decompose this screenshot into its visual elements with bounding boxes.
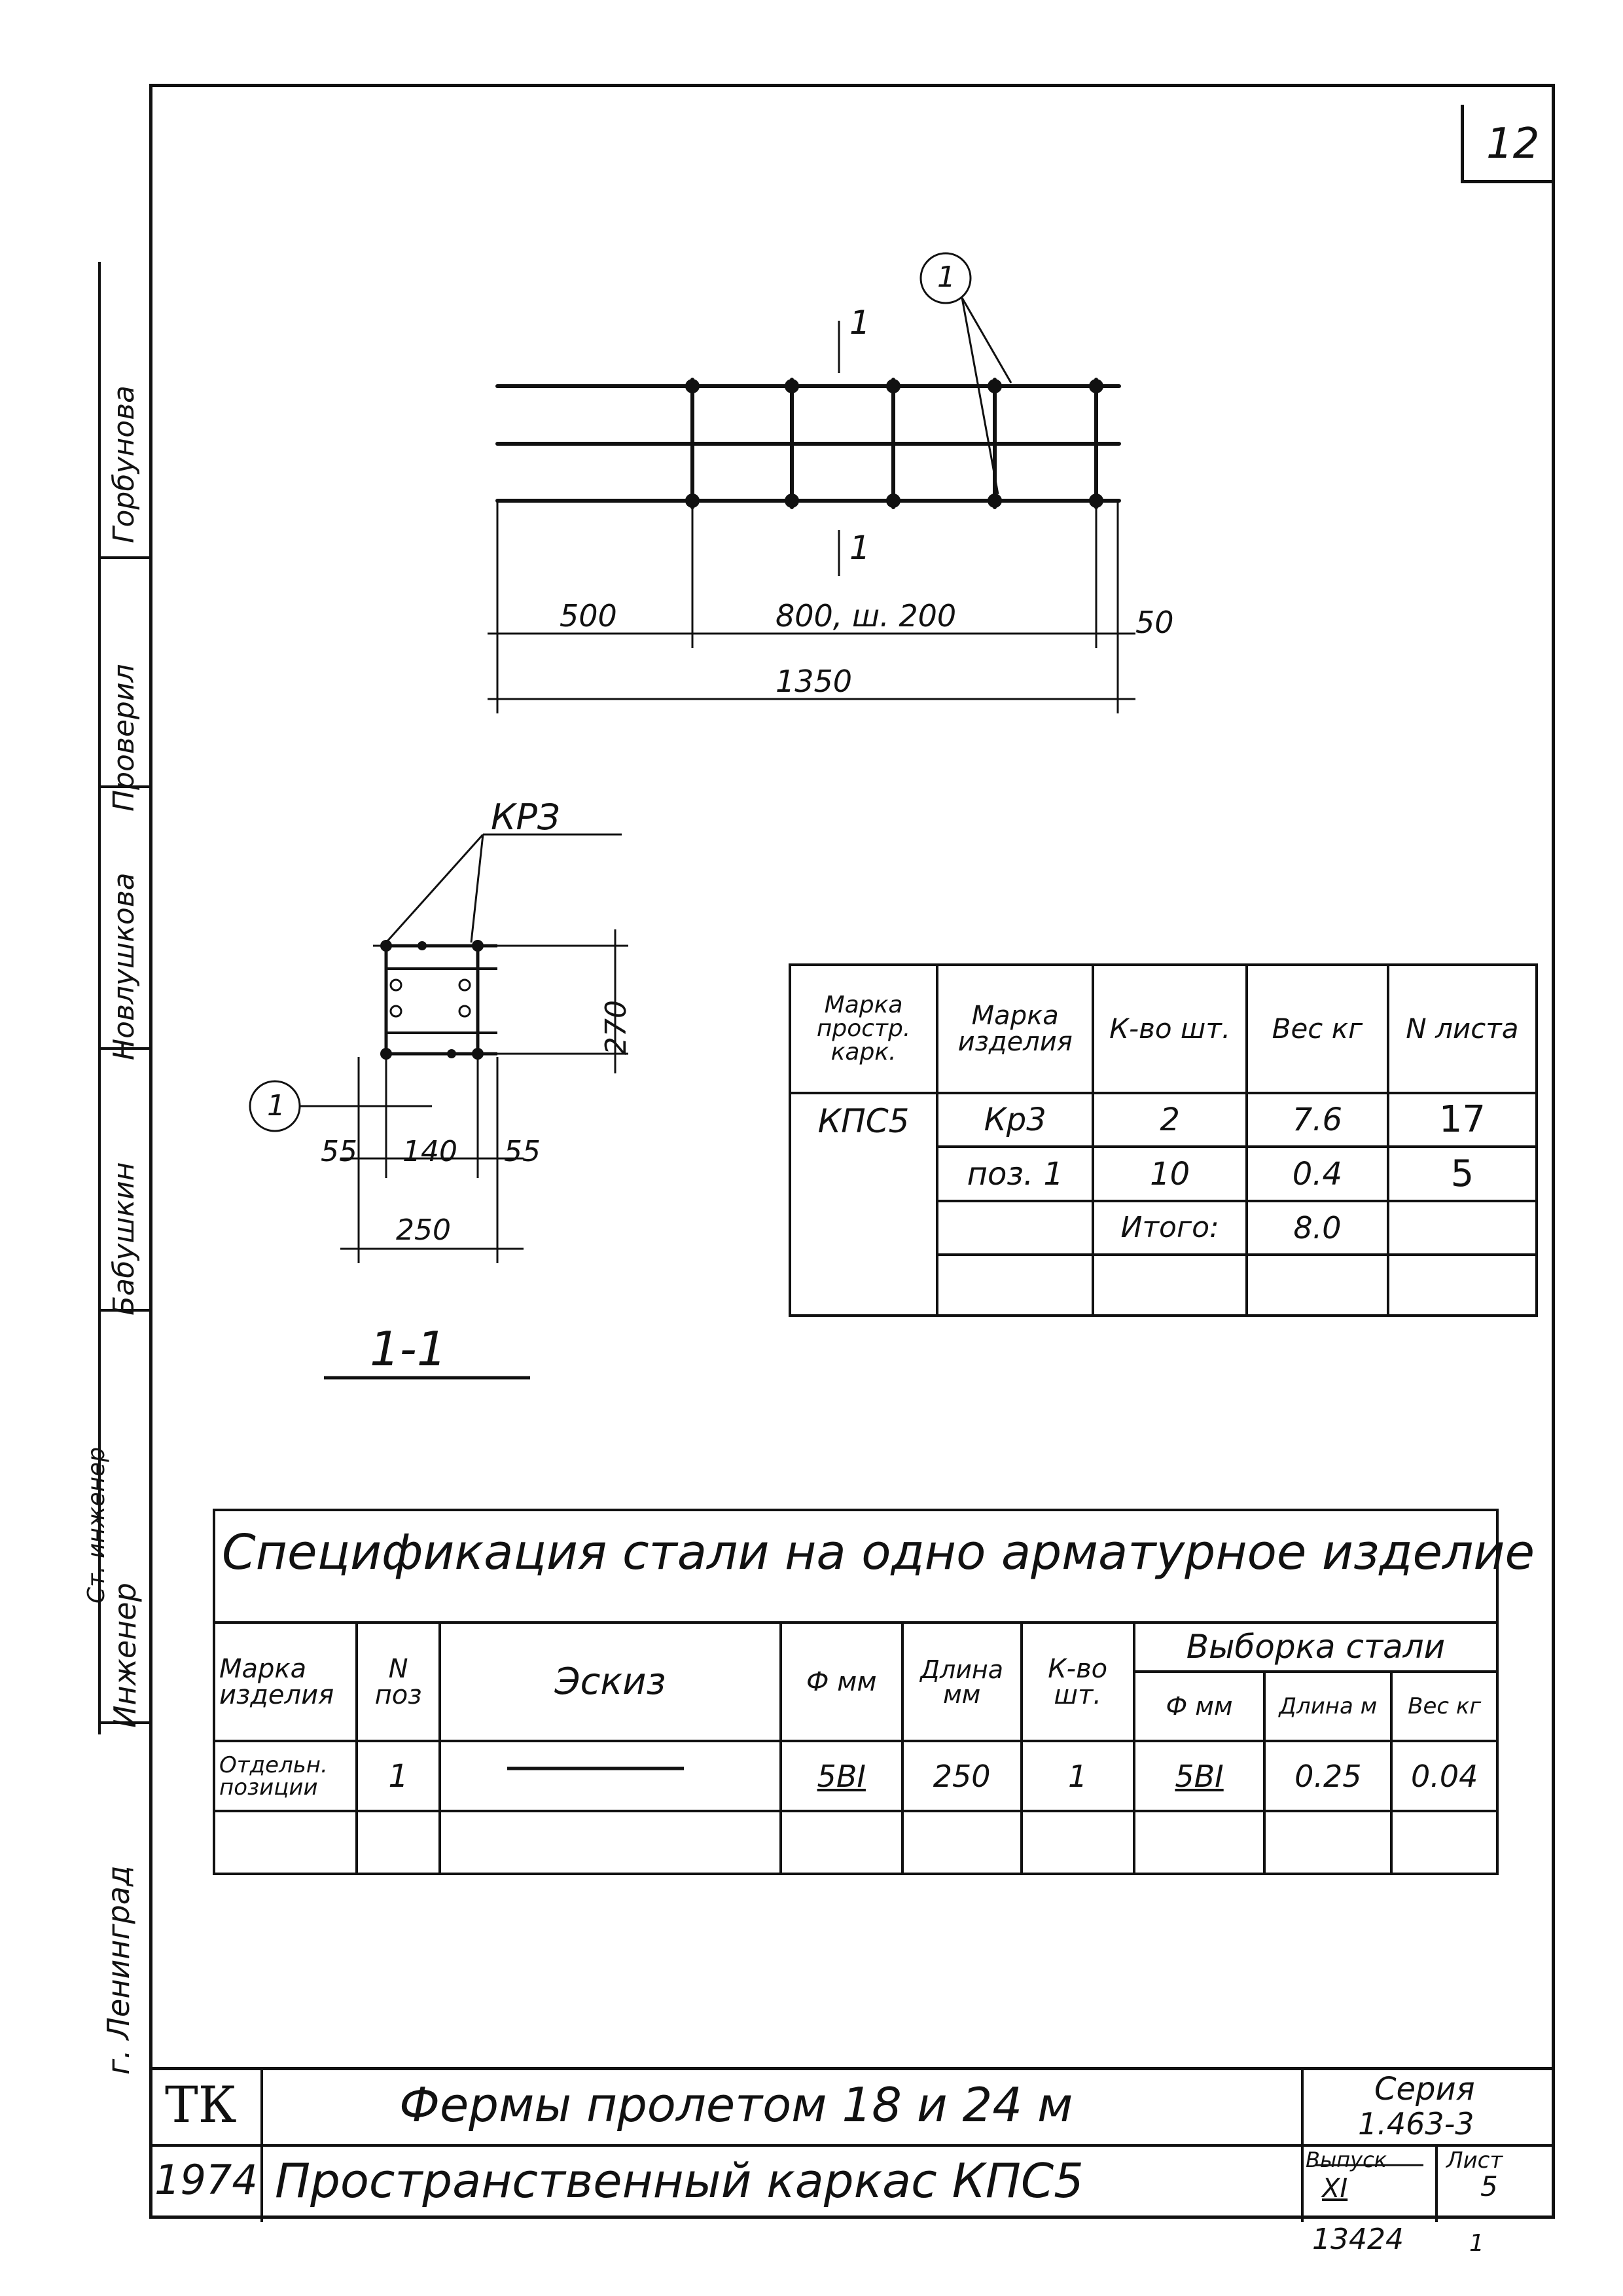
series-value: 1.463-3 [1358, 2106, 1474, 2142]
assembly-header-frame-mark: Марка простр. карк. [790, 965, 937, 1093]
spec-row-mark: Отдельн. позиции [214, 1741, 357, 1811]
spec-row-len: 250 [902, 1741, 1022, 1811]
spec-header-sel-weight: Вес кг [1391, 1672, 1497, 1742]
section-title: 1-1 [370, 1321, 447, 1376]
issue-value: XI [1322, 2174, 1348, 2204]
assembly-row-1-product: Кр3 [937, 1093, 1093, 1147]
assembly-header-sheet: N листа [1388, 965, 1537, 1093]
section-mark-bottom: 1 [849, 529, 870, 567]
spec-table-title: Спецификация стали на одно арматурное изделие [222, 1524, 1535, 1581]
stamp-engineer: Инженер [107, 1583, 143, 1728]
stamp-name-novlushkova: Новлушкова [107, 872, 141, 1060]
spec-row-sketch [440, 1741, 781, 1811]
assembly-table [789, 963, 1538, 1317]
spec-header-len: Длина мм [902, 1623, 1022, 1741]
spec-row-sel-weight: 0.04 [1391, 1741, 1497, 1811]
sheet-label: Лист [1446, 2147, 1503, 2174]
assembly-total-weight: 8.0 [1247, 1201, 1388, 1255]
sheet-value: 5 [1480, 2170, 1498, 2202]
series-label: Серия [1374, 2071, 1475, 2108]
spec-row-dia: 5ВI [781, 1741, 902, 1811]
dim-50: 50 [1135, 605, 1174, 640]
dim-250: 250 [396, 1213, 451, 1247]
archive-number: 13424 [1312, 2223, 1404, 2256]
spec-row-pos: 1 [357, 1741, 440, 1811]
assembly-total-label: Итого: [1093, 1201, 1247, 1255]
elevation-callout-number: 1 [937, 260, 955, 294]
stamp-name-gorbunova: Горбунова [107, 385, 141, 543]
dim-270: 270 [599, 1000, 633, 1055]
stamp-name-babushkin: Бабушкин [107, 1162, 141, 1316]
spec-row-qty: 1 [1022, 1741, 1134, 1811]
title-org: ТК [165, 2075, 237, 2134]
section-callout-number: 1 [267, 1089, 285, 1122]
dim-1350: 1350 [776, 664, 853, 699]
issue-label: Выпуск [1306, 2147, 1387, 2172]
stamp-senior-engineer: Ст. инженер [83, 1446, 110, 1604]
spec-row-sel-len: 0.25 [1264, 1741, 1391, 1811]
dim-55-left: 55 [321, 1135, 357, 1168]
assembly-frame-mark: КПС5 [790, 1093, 937, 1316]
assembly-row-1-weight: 7.6 [1247, 1093, 1388, 1147]
title-year: 1974 [154, 2156, 258, 2204]
assembly-header-qty: К-во шт. [1093, 965, 1247, 1093]
spec-header-sketch: Эскиз [440, 1623, 781, 1741]
assembly-row-3-product [937, 1201, 1093, 1255]
assembly-row-2-weight: 0.4 [1247, 1147, 1388, 1200]
sheet-number: 12 [1486, 120, 1540, 168]
spec-header-mark: Марка изделия [214, 1623, 357, 1741]
section-mark-top: 1 [849, 304, 870, 342]
dim-140: 140 [402, 1135, 457, 1168]
assembly-row-2-product: поз. 1 [937, 1147, 1093, 1200]
assembly-row-1-qty: 2 [1093, 1093, 1247, 1147]
dim-500: 500 [560, 598, 617, 634]
assembly-row-3-sheet [1388, 1201, 1537, 1255]
title-line-2: Пространственный каркас КПС5 [275, 2153, 1084, 2208]
assembly-row-2-qty: 10 [1093, 1147, 1247, 1200]
spec-header-pos: N поз [357, 1623, 440, 1741]
spec-header-sel-dia: Ф мм [1134, 1672, 1265, 1742]
section-label-kr3: КРЗ [491, 797, 560, 838]
spec-header-dia: Ф мм [781, 1623, 902, 1741]
spec-row-sel-dia: 5ВI [1134, 1741, 1265, 1811]
dim-55-right: 55 [504, 1135, 541, 1168]
spec-table [213, 1621, 1499, 1875]
assembly-row-1-sheet: 17 [1388, 1093, 1537, 1147]
stamp-checked: Проверил [107, 664, 141, 812]
assembly-header-weight: Вес кг [1247, 965, 1388, 1093]
dim-800-step: 800, ш. 200 [776, 598, 957, 634]
spec-header-sel-len: Длина м [1264, 1672, 1391, 1742]
city-label: г. Ленинград [101, 1865, 136, 2075]
spec-header-qty: К-во шт. [1022, 1623, 1134, 1741]
archive-sheet: 1 [1469, 2230, 1484, 2257]
assembly-header-product-mark: Марка изделия [937, 965, 1093, 1093]
assembly-row-2-sheet: 5 [1388, 1147, 1537, 1200]
spec-header-selection: Выборка стали [1134, 1623, 1497, 1672]
title-line-1: Фермы пролетом 18 и 24 м [399, 2077, 1073, 2132]
